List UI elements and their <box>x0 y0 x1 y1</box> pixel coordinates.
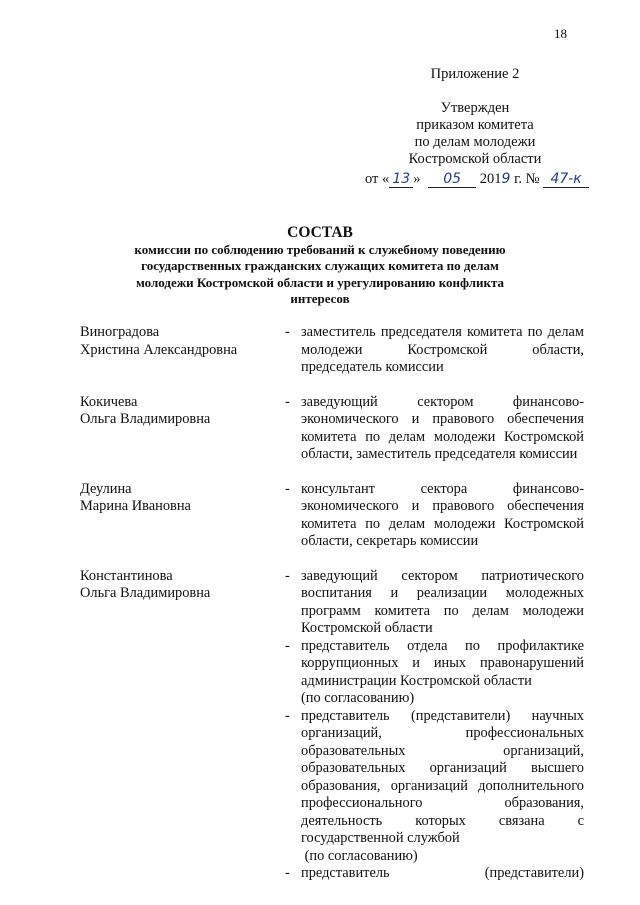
member-dash: - <box>285 480 290 497</box>
approval-line: приказом комитета <box>416 117 534 133</box>
member-row <box>80 481 584 551</box>
subtitle-line: интересов <box>290 290 350 306</box>
member-surname: Деулина <box>80 480 132 497</box>
annex-label: Приложение 2 <box>430 66 520 82</box>
member-role <box>301 865 584 883</box>
member-role-note: (по согласованию) <box>301 847 418 864</box>
subtitle-line: комиссии по соблюдению требований к служебному поведению <box>134 242 506 257</box>
member-dash: - <box>285 707 290 724</box>
member-role-text: консультант сектора финансово-экономического и правового обеспечения комитета по делам молодежи Костромской области, секретарь комиссии <box>301 480 584 549</box>
member-row <box>80 568 584 638</box>
member-role-text: заместитель председателя комитета по делам молодежи Костромской области, председатель комиссии <box>301 324 584 375</box>
member-role-text: заведующий сектором финансово-экономического и правового обеспечения комитета по делам молодежи Костромской области, заместитель председателя комиссии <box>301 393 584 462</box>
date-prefix: от « <box>365 171 390 187</box>
page-number: 18 <box>554 26 567 41</box>
member-role <box>301 708 584 866</box>
member-given-names: Ольга Владимировна <box>80 585 211 601</box>
member-row <box>80 638 584 708</box>
member-name <box>80 394 285 464</box>
member-role <box>301 568 584 638</box>
approval-line: Утвержден <box>440 100 510 116</box>
approval-line: по делам молодежи <box>414 134 536 150</box>
member-name <box>80 708 285 866</box>
member-row <box>80 865 584 883</box>
member-row <box>80 708 584 866</box>
member-dash: - <box>285 865 290 881</box>
member-name <box>80 865 285 883</box>
member-dash: - <box>285 637 290 654</box>
order-number-handwritten: 47-к <box>543 172 589 188</box>
member-role <box>301 638 584 708</box>
member-surname: Константинова <box>80 567 173 584</box>
member-dash: - <box>285 567 290 584</box>
member-name <box>80 638 285 708</box>
subtitle-line: молодежи Костромской области и урегулированию конфликта <box>135 274 505 290</box>
member-role-text: представитель (представители) <box>301 865 584 881</box>
date-month-handwritten: 05 <box>428 172 476 188</box>
date-year-prefix: 201 <box>479 171 502 187</box>
date-day-handwritten: 13 <box>389 172 413 188</box>
member-given-names: Марина Ивановна <box>80 498 191 514</box>
order-date-line <box>365 171 589 188</box>
document-title: СОСТАВ <box>287 224 353 241</box>
member-role-text: заведующий сектором патриотического воспитания и реализации молодежных программ комитета по делам молодежи Костромской области <box>301 567 584 636</box>
member-name <box>80 568 285 638</box>
member-role-text: представитель отдела по профилактике коррупционных и иных правонарушений администрации Костромской области <box>301 637 584 689</box>
member-surname: Кокичева <box>80 393 138 410</box>
date-year-handwritten: 9 <box>501 171 511 187</box>
date-quote-close: » <box>413 171 421 187</box>
member-role-note: (по согласованию) <box>301 690 415 706</box>
member-row <box>80 394 584 464</box>
document-subtitle <box>95 242 545 307</box>
member-name <box>80 324 285 377</box>
approval-block <box>355 66 595 168</box>
member-row <box>80 324 584 377</box>
member-surname: Виноградова <box>80 324 160 340</box>
approval-line: Костромской области <box>408 151 542 167</box>
member-role-text: представитель (представители) научных организаций, профессиональных образовательных организаций, образовательных организаций высшего образования, организаций дополнительного профессионального образования, деятельность которых связана с государственной службой <box>301 707 584 846</box>
member-given-names: Ольга Владимировна <box>80 411 211 427</box>
member-dash: - <box>285 393 290 410</box>
member-role <box>301 481 584 551</box>
subtitle-line: государственных гражданских служащих комитета по делам <box>141 258 499 274</box>
member-role <box>301 394 584 464</box>
member-name <box>80 481 285 551</box>
member-dash: - <box>285 324 290 340</box>
member-role <box>301 324 584 377</box>
date-after-year: г. № <box>510 171 540 187</box>
members-list <box>80 324 584 883</box>
member-given-names: Христина Александровна <box>80 341 238 358</box>
